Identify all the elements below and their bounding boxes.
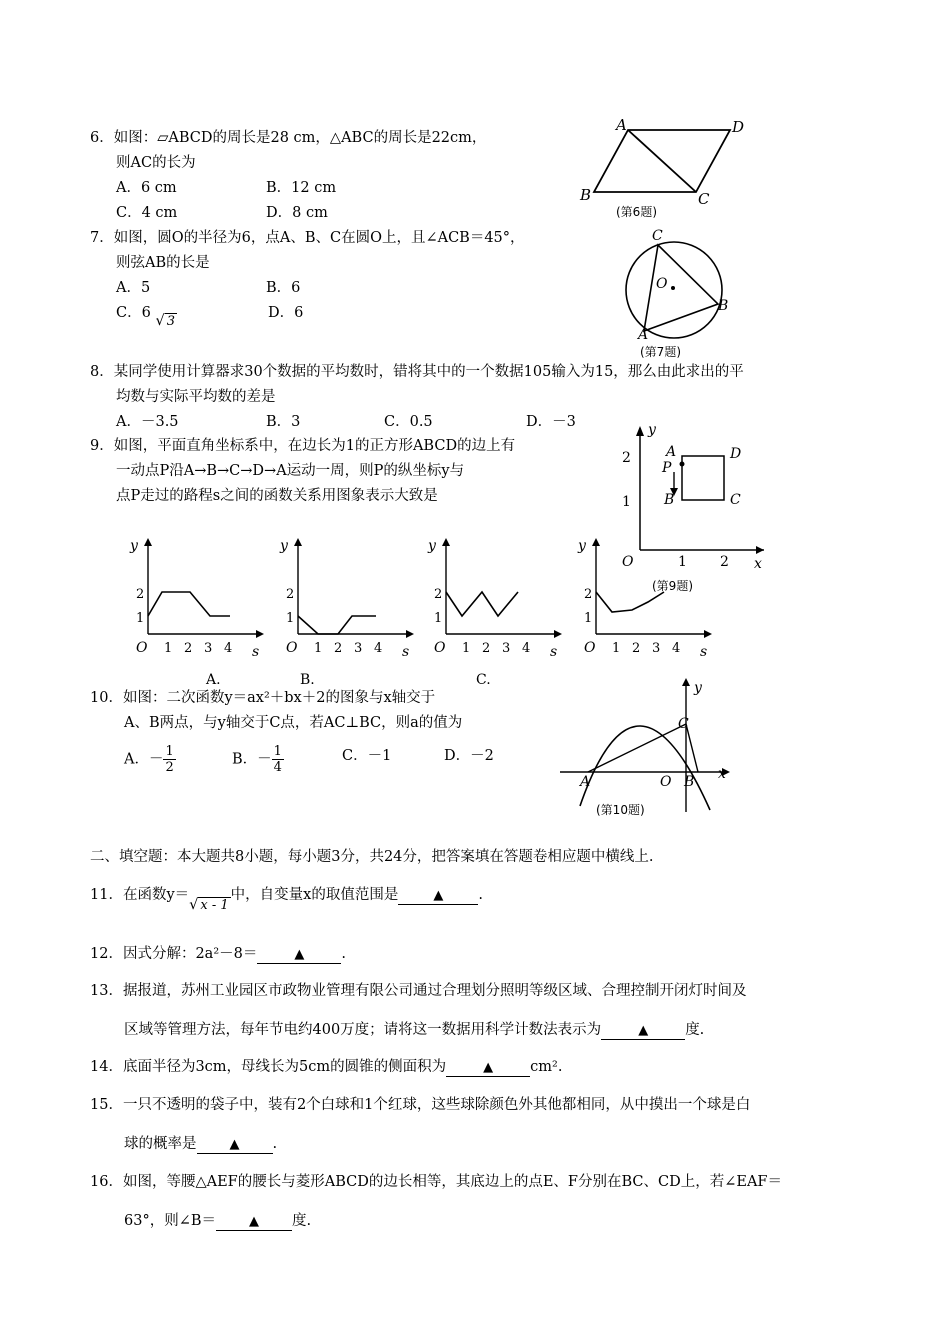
square-abcd — [682, 456, 724, 500]
label-o: O — [434, 640, 446, 656]
q10-option-d: D．－2 — [444, 748, 494, 764]
label-b: B — [718, 298, 729, 314]
q9-caption: (第9题) — [652, 579, 693, 593]
q16-line-1: 16．如图，等腰△AEF的腰长与菱形ABCD的边长相等，其底边上的点E、F分别在BC、CD上，若∠EAF＝ — [90, 1174, 782, 1190]
q16-answer-blank[interactable]: ▲ — [216, 1213, 292, 1231]
q8-option-c: C．0.5 — [384, 414, 433, 430]
xtick-3: 3 — [354, 641, 363, 656]
q10-stem-2: A、B两点，与y轴交于C点，若AC⊥BC，则a的值为 — [124, 715, 463, 731]
q6-option-b: B．12 cm — [266, 180, 337, 196]
q8-option-b: B．3 — [266, 414, 301, 430]
ytick-1: 1 — [584, 611, 593, 626]
point-p — [680, 462, 685, 467]
q7-option-b: B．6 — [266, 280, 301, 296]
label-y: y — [280, 538, 288, 554]
label-s: s — [700, 644, 708, 660]
q7-option-d: D．6 — [268, 305, 304, 321]
label-s: s — [402, 644, 410, 660]
label-c: C — [652, 228, 663, 244]
q9-option-d-graph — [568, 530, 718, 666]
label-y: y — [428, 538, 436, 554]
q9-option-c-graph — [418, 530, 568, 690]
q9-option-b-graph — [270, 530, 420, 690]
axes — [442, 538, 562, 638]
q11: 11．在函数y＝√ x - 1中，自变量x的取值范围是 ▲ . — [90, 885, 483, 906]
label-a: A — [580, 774, 591, 790]
ytick-1: 1 — [622, 494, 631, 510]
x-arrow-icon — [756, 546, 764, 554]
q10-caption: (第10题) — [596, 803, 645, 817]
q8-option-d: D．－3 — [526, 414, 576, 430]
label-b: B — [684, 774, 695, 790]
xtick-4: 4 — [522, 641, 531, 656]
label-o: O — [660, 774, 672, 790]
xtick-3: 3 — [652, 641, 661, 656]
y-arrow-icon — [682, 678, 690, 686]
q9-option-a-graph — [120, 530, 270, 690]
label-y: y — [694, 680, 702, 696]
q6-caption: (第6题) — [616, 205, 657, 219]
diagonal-ac — [628, 130, 696, 192]
xtick-4: 4 — [672, 641, 681, 656]
q10-stem: 10．如图：二次函数y＝ax²＋bx＋2的图象与x轴交于 — [90, 690, 436, 706]
parabola-curve — [580, 726, 710, 810]
xtick-4: 4 — [374, 641, 383, 656]
q15-line-1: 15．一只不透明的袋子中，装有2个白球和1个红球，这些球除颜色外其他都相同，从中摸出一个球是白 — [90, 1097, 751, 1113]
q13-answer-blank[interactable]: ▲ — [601, 1022, 685, 1040]
label-d: D — [732, 118, 745, 136]
q6-option-d: D．8 cm — [266, 205, 328, 221]
label-d: D — [730, 446, 742, 462]
label-o: O — [286, 640, 298, 656]
q8-option-a: A．－3.5 — [116, 414, 179, 430]
section-2-heading: 二、填空题：本大题共8小题，每小题3分，共24分，把答案填在答题卷相应题中横线上. — [90, 849, 654, 865]
xtick-1: 1 — [612, 641, 621, 656]
sqrt-3: √ 3 — [155, 313, 175, 329]
q15-line-2: 球的概率是 ▲ . — [124, 1136, 278, 1152]
q9-stem: 9．如图，平面直角坐标系中，在边长为1的正方形ABCD的边上有 — [90, 438, 516, 454]
label-o: O — [584, 640, 596, 656]
graph-line — [446, 592, 518, 616]
q6-option-c: C．4 cm — [116, 205, 178, 221]
xtick-4: 4 — [224, 641, 233, 656]
axes — [592, 538, 712, 638]
label-x: x — [718, 766, 726, 782]
q13-line-2: 区域等管理方法，每年节电约400万度；请将这一数据用科学计数法表示为 ▲ 度. — [124, 1022, 705, 1038]
xtick-1: 1 — [164, 641, 173, 656]
ytick-2: 2 — [136, 587, 145, 602]
graph-line — [596, 592, 664, 612]
q7-caption: (第7题) — [640, 345, 681, 359]
label-b: B — [664, 492, 675, 508]
label-o: O — [656, 276, 668, 292]
fraction-one-quarter: $\frac{1}{4}$ — [273, 744, 282, 775]
label-c: C — [698, 190, 710, 208]
xtick-3: 3 — [204, 641, 213, 656]
sqrt-x-minus-1: √ x - 1 — [189, 897, 229, 913]
label-a: A — [638, 327, 649, 343]
center-o — [671, 286, 675, 290]
label-y: y — [130, 538, 138, 554]
ytick-1: 1 — [434, 611, 443, 626]
q12-answer-blank[interactable]: ▲ — [257, 946, 341, 964]
q6-parallelogram-figure — [572, 112, 772, 224]
ytick-2: 2 — [584, 587, 593, 602]
q12: 12．因式分解：2a²－8＝ ▲ . — [90, 946, 346, 962]
q11-answer-blank[interactable]: ▲ — [398, 887, 478, 905]
xtick-3: 3 — [502, 641, 511, 656]
q14: 14．底面半径为3cm，母线长为5cm的圆锥的侧面积为 ▲ cm². — [90, 1059, 563, 1075]
label-a: A — [616, 116, 627, 134]
xtick-1: 1 — [314, 641, 323, 656]
label-p: P — [662, 460, 672, 476]
option-c-label: C. — [476, 672, 491, 688]
q16-line-2: 63°，则∠B＝ ▲ 度. — [124, 1213, 312, 1229]
ytick-1: 1 — [286, 611, 295, 626]
q6-option-a: A．6 cm — [116, 180, 177, 196]
option-b-label: B. — [300, 672, 315, 688]
label-a: A — [666, 444, 677, 460]
q10-parabola-figure — [556, 674, 746, 824]
xtick-1: 1 — [678, 554, 687, 570]
y-arrow-icon — [636, 426, 644, 436]
segment-ac — [588, 724, 686, 772]
fraction-one-half: $\frac{1}{2}$ — [165, 744, 174, 775]
q9-stem-2: 一动点P沿A→B→C→D→A运动一周，则P的纵坐标y与 — [116, 463, 465, 479]
q7-circle-figure — [612, 226, 742, 362]
label-o: O — [136, 640, 148, 656]
label-x: x — [754, 556, 762, 572]
label-o: O — [622, 554, 634, 570]
q7-stem: 7．如图，圆O的半径为6，点A、B、C在圆O上，且∠ACB＝45°， — [90, 230, 525, 246]
label-s: s — [252, 644, 260, 660]
ytick-2: 2 — [286, 587, 295, 602]
label-y: y — [648, 422, 656, 438]
label-c: C — [730, 492, 741, 508]
q14-answer-blank[interactable]: ▲ — [446, 1059, 530, 1077]
label-c: C — [678, 716, 689, 732]
xtick-1: 1 — [462, 641, 471, 656]
ytick-2: 2 — [434, 587, 443, 602]
q6-stem: 6．如图：▱ABCD的周长是28 cm，△ABC的周长是22cm， — [90, 130, 487, 146]
q15-answer-blank[interactable]: ▲ — [197, 1136, 273, 1154]
q10-option-c: C．－1 — [342, 748, 392, 764]
circle-o — [626, 242, 722, 338]
xtick-2: 2 — [184, 641, 193, 656]
q7-stem-2: 则弦AB的长是 — [116, 255, 210, 271]
q8-stem: 8．某同学使用计算器求30个数据的平均数时，错将其中的一个数据105输入为15，那么由此求出的平 — [90, 364, 744, 380]
axes — [144, 538, 264, 638]
q13-line-1: 13．据报道，苏州工业园区市政物业管理有限公司通过合理划分照明等级区域、合理控制开闭灯时间及 — [90, 983, 747, 999]
xtick-2: 2 — [632, 641, 641, 656]
xtick-2: 2 — [720, 554, 729, 570]
q7-option-a: A．5 — [116, 280, 151, 296]
graph-line — [148, 592, 230, 616]
q9-stem-3: 点P走过的路程s之间的函数关系用图象表示大致是 — [116, 488, 438, 504]
q6-stem-2: 则AC的长为 — [116, 155, 196, 171]
option-a-label: A. — [206, 672, 221, 688]
xtick-2: 2 — [334, 641, 343, 656]
graph-line — [298, 616, 376, 634]
label-y: y — [578, 538, 586, 554]
ytick-1: 1 — [136, 611, 145, 626]
q10-option-b: B．－ $\frac{1}{4}$ — [232, 744, 282, 775]
q8-stem-2: 均数与实际平均数的差是 — [116, 389, 276, 405]
label-b: B — [580, 186, 592, 204]
q10-option-a: A．－ $\frac{1}{2}$ — [124, 744, 174, 775]
axes — [294, 538, 414, 638]
ytick-2: 2 — [622, 450, 631, 466]
xtick-2: 2 — [482, 641, 491, 656]
q7-option-c: C．6 √ 3 — [116, 303, 177, 324]
label-s: s — [550, 644, 558, 660]
